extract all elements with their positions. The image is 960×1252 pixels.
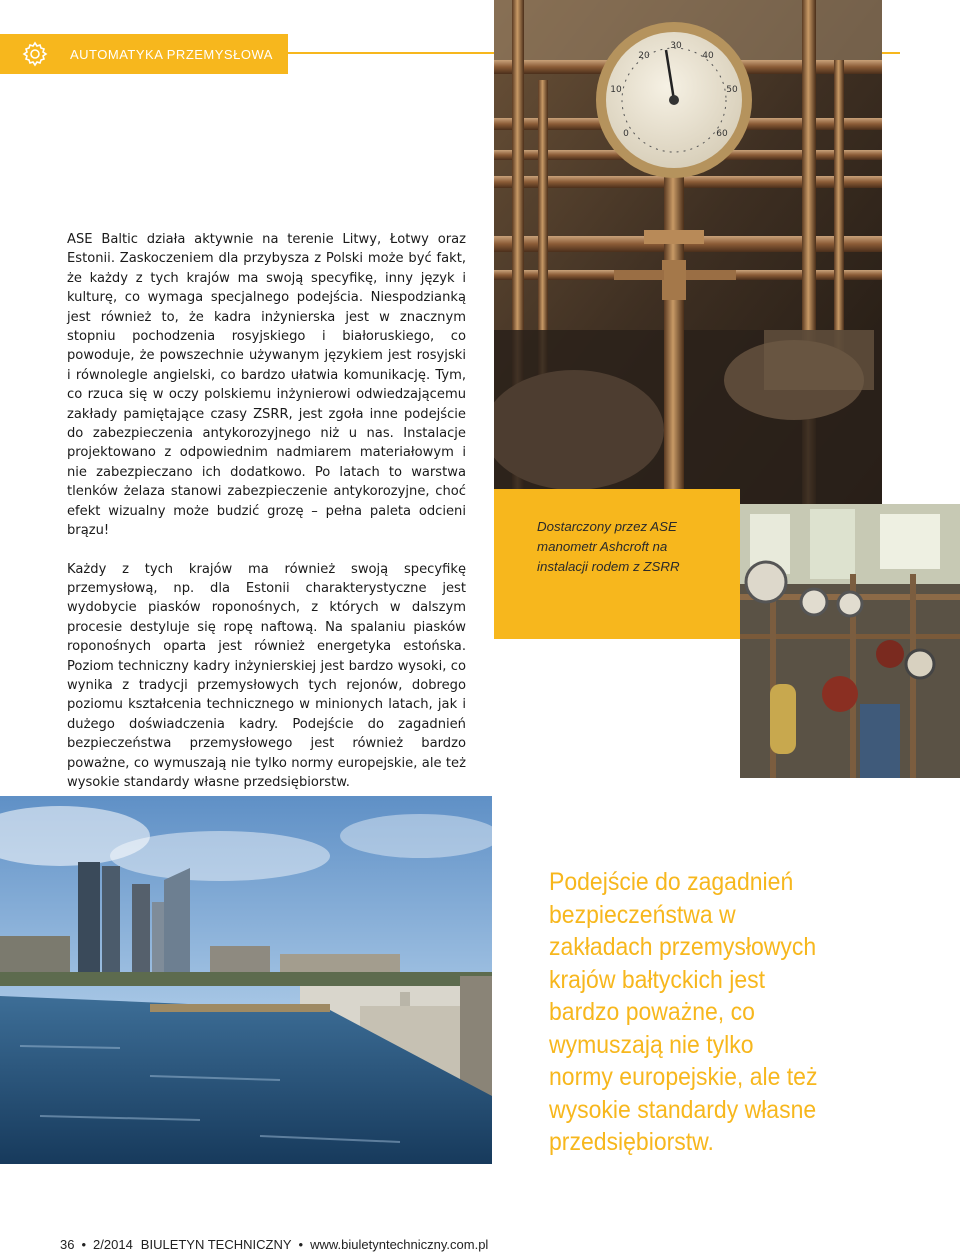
article-body (67, 230, 466, 811)
gear-icon (22, 41, 48, 67)
pull-quote-line: wysokie standardy własne (549, 1095, 817, 1124)
website-link[interactable]: www.biuletyntechniczny.com.pl (310, 1236, 489, 1252)
pull-quote-line: bardzo poważne, co (549, 998, 755, 1026)
plant-photo (740, 504, 960, 778)
issue-number: 2/2014 (93, 1236, 133, 1252)
caption-line: instalacji rodem z ZSRR (537, 559, 680, 574)
page-number: 36 (60, 1236, 75, 1252)
city-photo (0, 796, 492, 1164)
article-paragraph: Każdy z tych krajów ma również swoją specyfikę przemysłową, np. dla Estonii charakterystyczne jest wydobycie piasków roponośnych, z których w dalszym procesie destyluje się ropę naftową. Na spalaniu piasków roponośnych oparta jest również energetyka estońska. Poziom techniczny kadry inżynierskiej jest bardzo wysoki, co wynika z tradycji przemysłowych tych rejonów, dobrego poziomu kształcenia technicznego w minionych latach, jak i dużego doświadczenia kadry. Podejście do zagadnień bezpieczeństwa przemysłowego jest również bardzo poważne, co wymuszają nie tylko normy europejskie, ale też wysokie standardy własne przedsiębiorstw. (67, 561, 466, 790)
caption-line: manometr Ashcroft na (537, 539, 668, 554)
pull-quote (549, 866, 862, 1159)
pull-quote-line: zakładach przemysłowych (549, 933, 817, 961)
gauge-tick-label: 50 (726, 85, 738, 95)
gauge-tick-label: 20 (638, 51, 650, 61)
page-footer (60, 1234, 488, 1252)
photo-caption (494, 489, 740, 639)
gauge-tick-label: 40 (702, 51, 714, 61)
section-label: AUTOMATYKA PRZEMYSŁOWA (70, 46, 273, 62)
publication-name: BIULETYN TECHNICZNY (140, 1236, 292, 1252)
gauge-tick-label: 0 (623, 129, 629, 139)
gauge-tick-label: 30 (670, 41, 682, 51)
pull-quote-line: wymuszają nie tylko (549, 1030, 754, 1059)
gauge-tick-label: 60 (716, 129, 728, 139)
pull-quote-line: przedsiębiorstw. (549, 1128, 714, 1156)
pull-quote-line: Podejście do zagadnień (549, 868, 794, 896)
footer-bullet: • (298, 1236, 304, 1252)
article-paragraph: ASE Baltic działa aktywnie na terenie Litwy, Łotwy oraz Estonii. Zaskoczeniem dla przybysza z Polski może być fakt, że każdy z tych krajów ma swoją specyfikę, inny język i kulturę, co wymaga specjalnego podejścia. Niespodzianką jest również to, że kadra inżynierska jest w znacznym stopniu pochodzenia rosyjskiego i białoruskiego, co powoduje, że powszechnie używanym językiem jest rosyjski i równolegle angielski, co bardzo ułatwia komunikację. Tym, co rzuca się w oczy polskiemu inżynierowi odwiedzającemu zakłady pamiętające czasy ZSRR, jest zgoła inne podejście do zabezpieczenia antykorozyjnego niż u nas. Instalacje projektowano z odpowiednim nadmiarem materiałowym i nie zabezpieczano ich dodatkowo. Po latach to warstwa tlenków żelaza stanowi zabezpieczenie antykorozyjne, choć efekt wizualny może budzić grozę – pełna paleta odcieni brązu! (67, 232, 466, 539)
manometer-photo (494, 0, 882, 504)
pull-quote-line: bezpieczeństwa w (549, 900, 736, 929)
footer-bullet: • (81, 1236, 87, 1252)
pull-quote-line: krajów bałtyckich jest (549, 965, 766, 994)
section-header (0, 34, 288, 74)
caption-line: Dostarczony przez ASE (537, 519, 677, 534)
pull-quote-line: normy europejskie, ale też (549, 1063, 818, 1091)
gauge-tick-label: 10 (610, 85, 622, 95)
